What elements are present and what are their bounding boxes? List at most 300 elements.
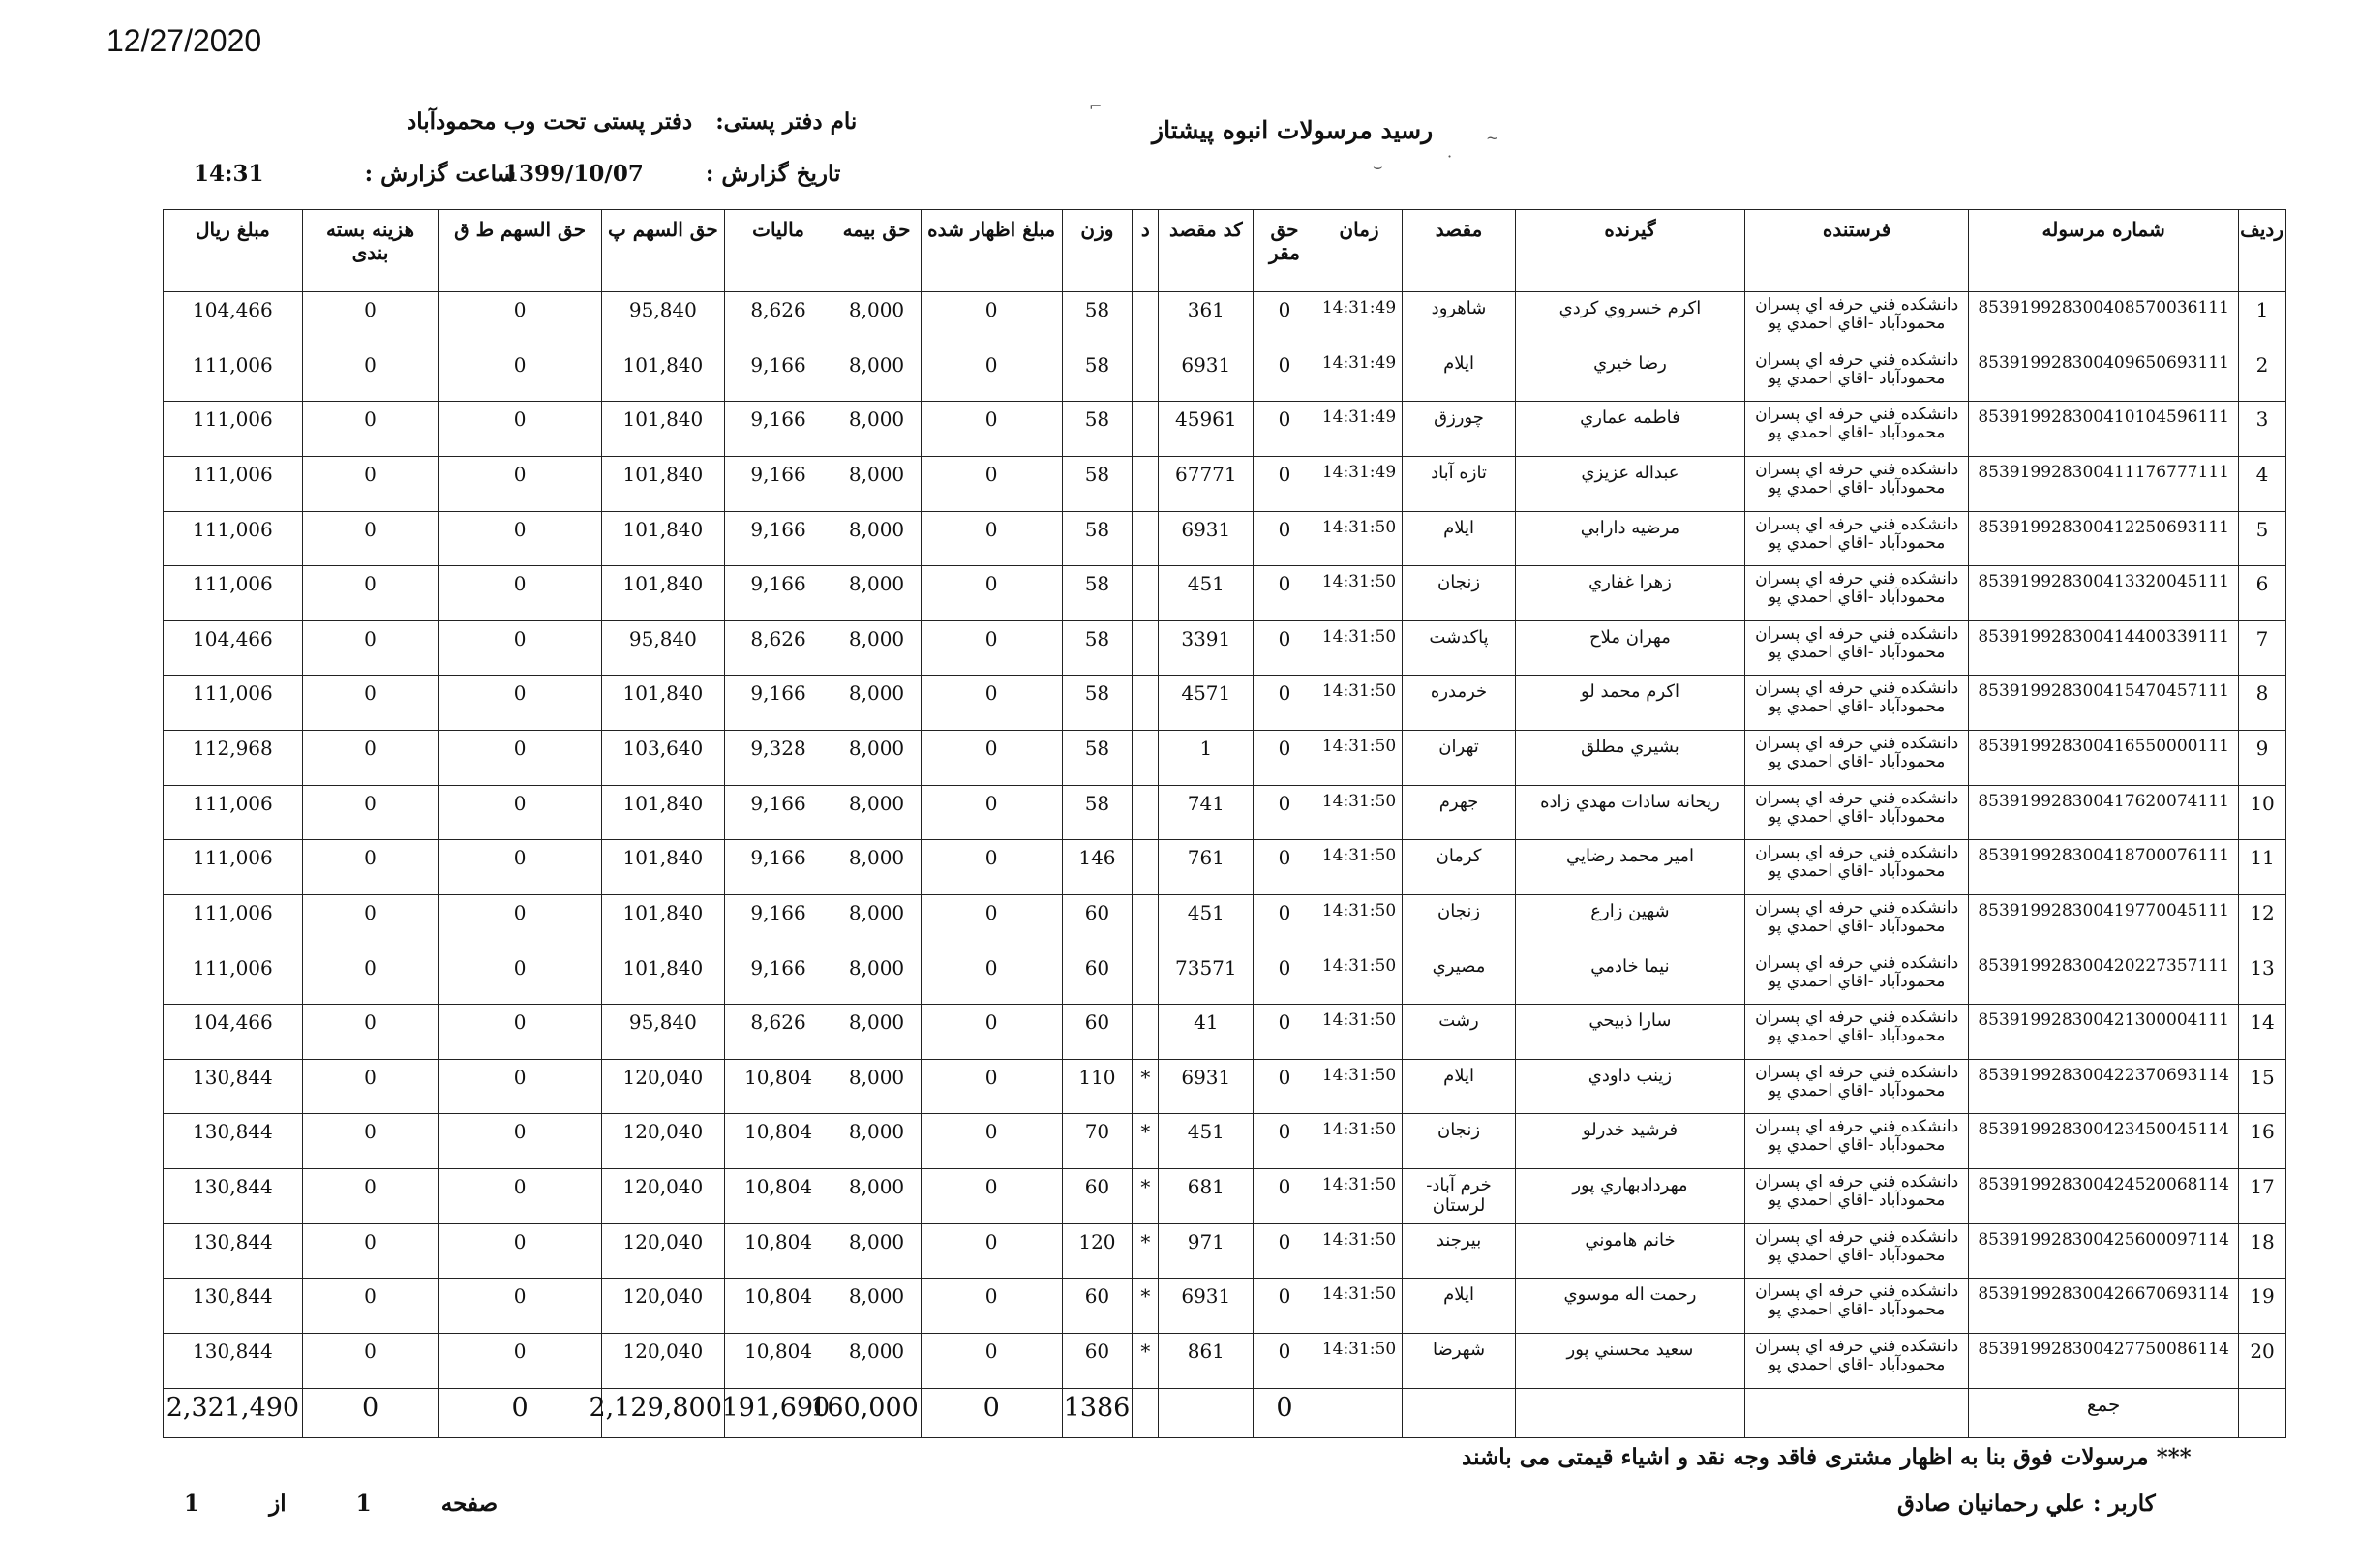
table-row xyxy=(164,1005,2286,1060)
cell-destination: زنجان xyxy=(1403,566,1516,621)
cell-flag: * xyxy=(1133,1114,1159,1169)
cell-flag xyxy=(1133,785,1159,840)
cell-receiver: رضا خيري xyxy=(1515,347,1744,402)
cell-share-tq: 0 xyxy=(439,1005,602,1060)
col-header-share-p: حق السهم پ xyxy=(601,210,724,292)
cell-weight: 60 xyxy=(1062,1279,1133,1334)
cell-destination-code: 67771 xyxy=(1159,456,1254,511)
cell-index: 20 xyxy=(2239,1333,2286,1388)
cell-receiver: اكرم محمد لو xyxy=(1515,676,1744,731)
cell-receiver: اكرم خسروي كردي xyxy=(1515,292,1744,347)
cell-destination: چورزق xyxy=(1403,402,1516,457)
cell-destination: ايلام xyxy=(1403,1279,1516,1334)
cell-sender xyxy=(1745,347,1969,402)
col-header-weight: وزن xyxy=(1062,210,1133,292)
report-time-value: 14:31 xyxy=(194,161,264,187)
cell-destination: ايلام xyxy=(1403,511,1516,566)
table-row xyxy=(164,1169,2286,1224)
table-row xyxy=(164,456,2286,511)
cell-weight: 58 xyxy=(1062,347,1133,402)
cell-share-p: 95,840 xyxy=(601,1005,724,1060)
cell-amount: 111,006 xyxy=(164,511,303,566)
cell-index: 5 xyxy=(2239,511,2286,566)
cell-haq-maqar: 0 xyxy=(1254,347,1316,402)
cell-tax: 10,804 xyxy=(724,1169,832,1224)
cell-flag: * xyxy=(1133,1333,1159,1388)
cell-weight: 58 xyxy=(1062,511,1133,566)
cell-receiver: رحمت اله موسوي xyxy=(1515,1279,1744,1334)
cell-share-tq: 0 xyxy=(439,785,602,840)
cell-destination: ايلام xyxy=(1403,1059,1516,1114)
scan-mark: · xyxy=(1447,147,1453,166)
cell-packaging: 0 xyxy=(302,894,439,950)
cell-sender xyxy=(1745,1005,1969,1060)
total-share-tq: 0 xyxy=(439,1388,602,1438)
cell-insurance: 8,000 xyxy=(832,1059,922,1114)
cell-tracking: 853919928300416550000111 xyxy=(1969,731,2239,786)
col-header-time: زمان xyxy=(1316,210,1403,292)
sender-line: دانشكده فني حرفه اي پسران xyxy=(1755,623,1959,644)
cell-weight: 58 xyxy=(1062,456,1133,511)
cell-share-p: 120,040 xyxy=(601,1333,724,1388)
cell-share-p: 101,840 xyxy=(601,511,724,566)
cell-packaging: 0 xyxy=(302,1005,439,1060)
cell-insurance: 8,000 xyxy=(832,1279,922,1334)
cell-time: 14:31:50 xyxy=(1316,676,1403,731)
cell-packaging: 0 xyxy=(302,566,439,621)
cell-amount: 112,968 xyxy=(164,731,303,786)
cell-weight: 120 xyxy=(1062,1223,1133,1279)
cell-share-p: 101,840 xyxy=(601,456,724,511)
sender-line: محمودآباد -اقاي احمدي پو xyxy=(1768,916,1946,936)
cell-sender xyxy=(1745,950,1969,1005)
cell-packaging: 0 xyxy=(302,292,439,347)
cell-amount: 111,006 xyxy=(164,566,303,621)
cell-tracking: 853919928300420227357111 xyxy=(1969,950,2239,1005)
cell-share-p: 101,840 xyxy=(601,676,724,731)
cell-declared: 0 xyxy=(921,950,1062,1005)
cell-receiver: مهردادبهاري پور xyxy=(1515,1169,1744,1224)
total-amount: 2,321,490 xyxy=(164,1388,303,1438)
sender-line: دانشكده فني حرفه اي پسران xyxy=(1755,295,1959,315)
sender-line: محمودآباد -اقاي احمدي پو xyxy=(1768,477,1946,498)
table-row xyxy=(164,676,2286,731)
cell-share-p: 120,040 xyxy=(601,1279,724,1334)
col-header-destination-code: کد مقصد xyxy=(1159,210,1254,292)
cell-declared: 0 xyxy=(921,1223,1062,1279)
cell-index: 10 xyxy=(2239,785,2286,840)
cell-weight: 60 xyxy=(1062,1333,1133,1388)
cell-declared: 0 xyxy=(921,566,1062,621)
user-name: علي رحمانيان صادق xyxy=(1897,1491,2086,1517)
cell-destination: خرم آباد-لرستان xyxy=(1403,1169,1516,1224)
cell-tax: 9,328 xyxy=(724,731,832,786)
cell-destination: رشت xyxy=(1403,1005,1516,1060)
sender-line: دانشكده فني حرفه اي پسران xyxy=(1755,349,1959,370)
cell-tracking: 853919928300424520068114 xyxy=(1969,1169,2239,1224)
cell-time: 14:31:50 xyxy=(1316,1059,1403,1114)
cell-index: 11 xyxy=(2239,840,2286,895)
cell-receiver: نيما خادمي xyxy=(1515,950,1744,1005)
cell-share-tq: 0 xyxy=(439,1059,602,1114)
cell-flag xyxy=(1133,676,1159,731)
cell-haq-maqar: 0 xyxy=(1254,402,1316,457)
sender-line: محمودآباد -اقاي احمدي پو xyxy=(1768,806,1946,827)
sender-line: محمودآباد -اقاي احمدي پو xyxy=(1768,1245,1946,1265)
cell-tracking: 853919928300410104596111 xyxy=(1969,402,2239,457)
cell-receiver: ريحانه سادات مهدي زاده xyxy=(1515,785,1744,840)
cell-packaging: 0 xyxy=(302,1279,439,1334)
cell-sender xyxy=(1745,1279,1969,1334)
cell-declared: 0 xyxy=(921,1005,1062,1060)
cell-share-p: 101,840 xyxy=(601,840,724,895)
cell-share-tq: 0 xyxy=(439,566,602,621)
cell-tax: 9,166 xyxy=(724,511,832,566)
cell-flag xyxy=(1133,620,1159,676)
cell-sender xyxy=(1745,785,1969,840)
cell-destination: تهران xyxy=(1403,731,1516,786)
col-header-declared-amount: مبلغ اظهار شده xyxy=(921,210,1062,292)
scan-mark: ⌣ xyxy=(1373,157,1383,175)
sender-line: محمودآباد -اقاي احمدي پو xyxy=(1768,1080,1946,1101)
cell-tracking: 853919928300414400339111 xyxy=(1969,620,2239,676)
sender-line: دانشكده فني حرفه اي پسران xyxy=(1755,952,1959,973)
cell-destination: تازه آباد xyxy=(1403,456,1516,511)
col-header-insurance: حق بیمه xyxy=(832,210,922,292)
cell-time: 14:31:50 xyxy=(1316,511,1403,566)
col-header-tax: مالیات xyxy=(724,210,832,292)
cell-tax: 9,166 xyxy=(724,456,832,511)
sender-line: دانشكده فني حرفه اي پسران xyxy=(1755,897,1959,918)
cell-index: 9 xyxy=(2239,731,2286,786)
cell-amount: 130,844 xyxy=(164,1169,303,1224)
cell-destination: پاكدشت xyxy=(1403,620,1516,676)
total-sender-empty xyxy=(1745,1388,1969,1438)
cell-tracking: 853919928300411176777111 xyxy=(1969,456,2239,511)
sender-line: محمودآباد -اقاي احمدي پو xyxy=(1768,1354,1946,1374)
cell-sender xyxy=(1745,1333,1969,1388)
cell-insurance: 8,000 xyxy=(832,620,922,676)
cell-declared: 0 xyxy=(921,731,1062,786)
cell-amount: 111,006 xyxy=(164,785,303,840)
cell-sender xyxy=(1745,731,1969,786)
cell-receiver: زهرا غفاري xyxy=(1515,566,1744,621)
cell-time: 14:31:50 xyxy=(1316,1114,1403,1169)
cell-index: 12 xyxy=(2239,894,2286,950)
cell-weight: 58 xyxy=(1062,620,1133,676)
cell-index: 4 xyxy=(2239,456,2286,511)
cell-packaging: 0 xyxy=(302,785,439,840)
sender-line: محمودآباد -اقاي احمدي پو xyxy=(1768,1135,1946,1156)
cell-flag xyxy=(1133,511,1159,566)
receipt-title: رسید مرسولات انبوه پیشتاز xyxy=(1152,116,1434,144)
cell-insurance: 8,000 xyxy=(832,785,922,840)
cell-time: 14:31:50 xyxy=(1316,1169,1403,1224)
cell-sender xyxy=(1745,1059,1969,1114)
cell-tracking: 853919928300423450045114 xyxy=(1969,1114,2239,1169)
cell-index: 13 xyxy=(2239,950,2286,1005)
cell-sender xyxy=(1745,1223,1969,1279)
cell-amount: 111,006 xyxy=(164,676,303,731)
sender-line: محمودآباد -اقاي احمدي پو xyxy=(1768,642,1946,662)
total-declared: 0 xyxy=(921,1388,1062,1438)
cell-share-tq: 0 xyxy=(439,347,602,402)
cell-sender xyxy=(1745,840,1969,895)
cell-tracking: 853919928300426670693114 xyxy=(1969,1279,2239,1334)
cell-time: 14:31:49 xyxy=(1316,402,1403,457)
cell-insurance: 8,000 xyxy=(832,1005,922,1060)
shipments-table xyxy=(163,209,2286,1438)
user-label: کاربر : xyxy=(2093,1491,2156,1517)
sender-line: دانشكده فني حرفه اي پسران xyxy=(1755,1282,1959,1302)
cell-tracking: 853919928300421300004111 xyxy=(1969,1005,2239,1060)
cell-amount: 111,006 xyxy=(164,402,303,457)
cell-flag xyxy=(1133,840,1159,895)
cell-tax: 9,166 xyxy=(724,347,832,402)
cell-packaging: 0 xyxy=(302,1223,439,1279)
cell-haq-maqar: 0 xyxy=(1254,1005,1316,1060)
cell-index: 18 xyxy=(2239,1223,2286,1279)
cell-share-tq: 0 xyxy=(439,1223,602,1279)
table-row xyxy=(164,347,2286,402)
sender-line: دانشكده فني حرفه اي پسران xyxy=(1755,1117,1959,1137)
cell-weight: 58 xyxy=(1062,731,1133,786)
cell-amount: 111,006 xyxy=(164,950,303,1005)
cell-sender xyxy=(1745,620,1969,676)
office-name xyxy=(407,108,857,135)
cell-tax: 9,166 xyxy=(724,402,832,457)
total-label: جمع xyxy=(1969,1388,2239,1438)
cell-receiver: زينب داودي xyxy=(1515,1059,1744,1114)
cell-destination-code: 4571 xyxy=(1159,676,1254,731)
cell-haq-maqar: 0 xyxy=(1254,1279,1316,1334)
office-label: نام دفتر پستی: xyxy=(715,108,858,135)
cell-flag xyxy=(1133,347,1159,402)
cell-time: 14:31:50 xyxy=(1316,1333,1403,1388)
cell-declared: 0 xyxy=(921,1333,1062,1388)
page-label: صفحه xyxy=(440,1491,499,1517)
cell-packaging: 0 xyxy=(302,620,439,676)
cell-packaging: 0 xyxy=(302,1333,439,1388)
cell-tracking: 853919928300427750086114 xyxy=(1969,1333,2239,1388)
totals-row xyxy=(164,1388,2286,1438)
scan-mark: ~ xyxy=(1486,129,1499,147)
total-weight: 1386 xyxy=(1062,1388,1133,1438)
cell-share-tq: 0 xyxy=(439,402,602,457)
cell-insurance: 8,000 xyxy=(832,402,922,457)
cell-insurance: 8,000 xyxy=(832,894,922,950)
cell-declared: 0 xyxy=(921,456,1062,511)
cell-insurance: 8,000 xyxy=(832,456,922,511)
footnote: *** مرسولات فوق بنا به اظهار مشتری فاقد وجه نقد و اشیاء قیمتی می باشند xyxy=(1462,1444,2192,1470)
cell-receiver: شهين زارع xyxy=(1515,894,1744,950)
cell-share-tq: 0 xyxy=(439,676,602,731)
cell-weight: 60 xyxy=(1062,1169,1133,1224)
cell-amount: 104,466 xyxy=(164,620,303,676)
cell-share-tq: 0 xyxy=(439,894,602,950)
cell-amount: 130,844 xyxy=(164,1114,303,1169)
cell-destination: شاهرود xyxy=(1403,292,1516,347)
cell-destination-code: 6931 xyxy=(1159,1279,1254,1334)
cell-destination: كرمان xyxy=(1403,840,1516,895)
report-date-label: تاریخ گزارش : xyxy=(705,161,841,187)
cell-haq-maqar: 0 xyxy=(1254,1333,1316,1388)
cell-destination-code: 761 xyxy=(1159,840,1254,895)
cell-haq-maqar: 0 xyxy=(1254,1169,1316,1224)
cell-amount: 111,006 xyxy=(164,347,303,402)
table-row xyxy=(164,1059,2286,1114)
cell-share-tq: 0 xyxy=(439,292,602,347)
total-time-empty xyxy=(1316,1388,1403,1438)
cell-weight: 110 xyxy=(1062,1059,1133,1114)
cell-destination: ايلام xyxy=(1403,347,1516,402)
sender-line: دانشكده فني حرفه اي پسران xyxy=(1755,843,1959,863)
cell-receiver: عبداله عزيزي xyxy=(1515,456,1744,511)
cell-declared: 0 xyxy=(921,292,1062,347)
cell-haq-maqar: 0 xyxy=(1254,894,1316,950)
cell-tax: 9,166 xyxy=(724,676,832,731)
cell-declared: 0 xyxy=(921,894,1062,950)
col-header-share-tq: حق السهم ط ق xyxy=(439,210,602,292)
cell-flag: * xyxy=(1133,1169,1159,1224)
cell-destination-code: 971 xyxy=(1159,1223,1254,1279)
cell-receiver: سعيد محسني پور xyxy=(1515,1333,1744,1388)
cell-weight: 60 xyxy=(1062,1005,1133,1060)
table-row xyxy=(164,731,2286,786)
cell-declared: 0 xyxy=(921,785,1062,840)
cell-amount: 104,466 xyxy=(164,292,303,347)
cell-receiver: فرشيد خدرلو xyxy=(1515,1114,1744,1169)
cell-index: 17 xyxy=(2239,1169,2286,1224)
cell-tracking: 853919928300413320045111 xyxy=(1969,566,2239,621)
cell-time: 14:31:49 xyxy=(1316,292,1403,347)
page-number: 1 xyxy=(355,1491,372,1517)
cell-insurance: 8,000 xyxy=(832,1169,922,1224)
cell-flag xyxy=(1133,894,1159,950)
cell-tracking: 853919928300422370693114 xyxy=(1969,1059,2239,1114)
cell-haq-maqar: 0 xyxy=(1254,566,1316,621)
cell-destination: بيرجند xyxy=(1403,1223,1516,1279)
cell-amount: 111,006 xyxy=(164,840,303,895)
cell-destination-code: 45961 xyxy=(1159,402,1254,457)
cell-tax: 9,166 xyxy=(724,894,832,950)
cell-share-tq: 0 xyxy=(439,511,602,566)
sender-line: محمودآباد -اقاي احمدي پو xyxy=(1768,423,1946,443)
cell-insurance: 8,000 xyxy=(832,511,922,566)
total-insurance: 160,000 xyxy=(832,1388,922,1438)
sender-line: محمودآباد -اقاي احمدي پو xyxy=(1768,971,1946,991)
cell-declared: 0 xyxy=(921,511,1062,566)
cell-destination-code: 451 xyxy=(1159,1114,1254,1169)
cell-destination: جهرم xyxy=(1403,785,1516,840)
cell-index: 7 xyxy=(2239,620,2286,676)
cell-insurance: 8,000 xyxy=(832,347,922,402)
cell-amount: 111,006 xyxy=(164,894,303,950)
total-packaging: 0 xyxy=(302,1388,439,1438)
cell-share-p: 95,840 xyxy=(601,620,724,676)
cell-index: 2 xyxy=(2239,347,2286,402)
cell-weight: 58 xyxy=(1062,566,1133,621)
scan-mark: ⌐ xyxy=(1089,97,1103,115)
cell-tax: 10,804 xyxy=(724,1333,832,1388)
cell-time: 14:31:50 xyxy=(1316,950,1403,1005)
cell-haq-maqar: 0 xyxy=(1254,1223,1316,1279)
sender-line: دانشكده فني حرفه اي پسران xyxy=(1755,1062,1959,1082)
table-row xyxy=(164,1333,2286,1388)
cell-tracking: 853919928300408570036111 xyxy=(1969,292,2239,347)
cell-haq-maqar: 0 xyxy=(1254,1059,1316,1114)
cell-amount: 130,844 xyxy=(164,1333,303,1388)
cell-share-p: 101,840 xyxy=(601,785,724,840)
cell-haq-maqar: 0 xyxy=(1254,676,1316,731)
col-header-tracking-number: شماره مرسوله xyxy=(1969,210,2239,292)
cell-index: 19 xyxy=(2239,1279,2286,1334)
cell-declared: 0 xyxy=(921,676,1062,731)
cell-destination-code: 73571 xyxy=(1159,950,1254,1005)
cell-share-p: 103,640 xyxy=(601,731,724,786)
cell-tax: 8,626 xyxy=(724,1005,832,1060)
table-row xyxy=(164,292,2286,347)
cell-destination: زنجان xyxy=(1403,894,1516,950)
cell-insurance: 8,000 xyxy=(832,950,922,1005)
cell-time: 14:31:50 xyxy=(1316,785,1403,840)
cell-time: 14:31:49 xyxy=(1316,456,1403,511)
cell-time: 14:31:50 xyxy=(1316,620,1403,676)
cell-haq-maqar: 0 xyxy=(1254,1114,1316,1169)
cell-sender xyxy=(1745,511,1969,566)
cell-packaging: 0 xyxy=(302,676,439,731)
cell-receiver: امير محمد رضايي xyxy=(1515,840,1744,895)
sender-line: محمودآباد -اقاي احمدي پو xyxy=(1768,752,1946,771)
cell-share-p: 120,040 xyxy=(601,1169,724,1224)
user-info xyxy=(1897,1491,2156,1517)
col-header-amount-rial: مبلغ ریال xyxy=(164,210,303,292)
cell-weight: 58 xyxy=(1062,785,1133,840)
cell-insurance: 8,000 xyxy=(832,840,922,895)
table-row xyxy=(164,511,2286,566)
cell-declared: 0 xyxy=(921,620,1062,676)
cell-index: 15 xyxy=(2239,1059,2286,1114)
cell-insurance: 8,000 xyxy=(832,676,922,731)
cell-weight: 58 xyxy=(1062,292,1133,347)
cell-share-p: 101,840 xyxy=(601,566,724,621)
cell-destination: خرمدره xyxy=(1403,676,1516,731)
cell-sender xyxy=(1745,292,1969,347)
cell-share-tq: 0 xyxy=(439,1169,602,1224)
cell-insurance: 8,000 xyxy=(832,566,922,621)
cell-tax: 9,166 xyxy=(724,950,832,1005)
cell-declared: 0 xyxy=(921,402,1062,457)
cell-amount: 130,844 xyxy=(164,1223,303,1279)
cell-declared: 0 xyxy=(921,1169,1062,1224)
cell-weight: 58 xyxy=(1062,402,1133,457)
cell-destination-code: 6931 xyxy=(1159,511,1254,566)
sender-line: دانشكده فني حرفه اي پسران xyxy=(1755,405,1959,425)
cell-flag xyxy=(1133,456,1159,511)
cell-insurance: 8,000 xyxy=(832,1223,922,1279)
report-time-label: ساعت گزارش : xyxy=(364,161,516,187)
print-date: 12/27/2020 xyxy=(106,23,262,58)
col-header-row-index: ردیف xyxy=(2239,210,2286,292)
total-index-empty xyxy=(2239,1388,2286,1438)
cell-insurance: 8,000 xyxy=(832,1333,922,1388)
cell-flag: * xyxy=(1133,1279,1159,1334)
page-indicator xyxy=(184,1491,498,1517)
cell-weight: 58 xyxy=(1062,676,1133,731)
cell-sender xyxy=(1745,1169,1969,1224)
sender-line: محمودآباد -اقاي احمدي پو xyxy=(1768,588,1946,608)
cell-destination-code: 6931 xyxy=(1159,347,1254,402)
